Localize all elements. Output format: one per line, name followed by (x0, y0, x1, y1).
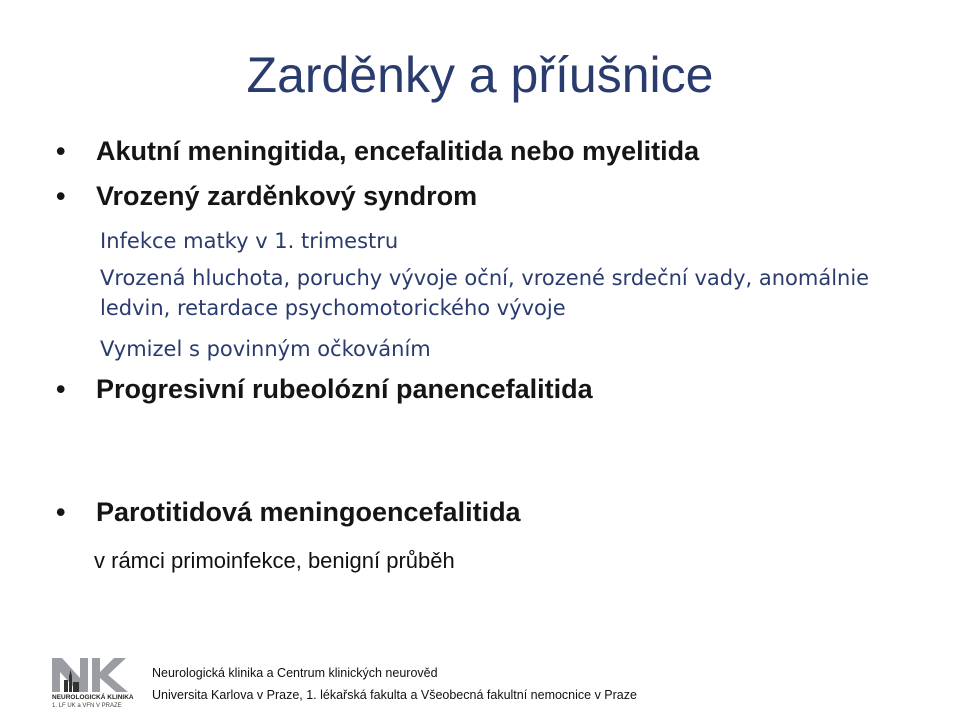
bullet-parotitis: • Parotitidová meningoencefalitida (96, 497, 521, 528)
slide-title: Zarděnky a příušnice (246, 47, 714, 103)
footer-line-2: Universita Karlova v Praze, 1. lékařská fakulta a Všeobecná fakultní nemocnice v Praze (152, 688, 637, 702)
logo-subcaption: 1. LF UK a VFN V PRAZE (52, 703, 122, 709)
footer-text (152, 662, 637, 706)
logo-caption: NEUROLOGICKÁ KLINIKA (52, 694, 134, 701)
sub-item-vaccination: Vymizel s povinným očkováním (100, 337, 431, 361)
footer-line-1: Neurologická klinika a Centrum klinických neurověd (152, 666, 438, 680)
sub-item-symptoms: Vrozená hluchota, poruchy vývoje oční, vrozené srdeční vady, anomálnie ledvin, retardace psychomotorického vývoje (100, 266, 870, 321)
sub-item-infection: Infekce matky v 1. trimestru (100, 229, 399, 253)
bullet-panencephalitis: • Progresivní rubeolózní panencefalitida (96, 374, 593, 405)
bullet-meningitis: • Akutní meningitida, encefalitida nebo myelitida (96, 136, 699, 167)
parotitis-note: v rámci primoinfekce, benigní průběh (94, 548, 455, 573)
bullet-congenital-rubella: • Vrozený zarděnkový syndrom (96, 181, 477, 212)
